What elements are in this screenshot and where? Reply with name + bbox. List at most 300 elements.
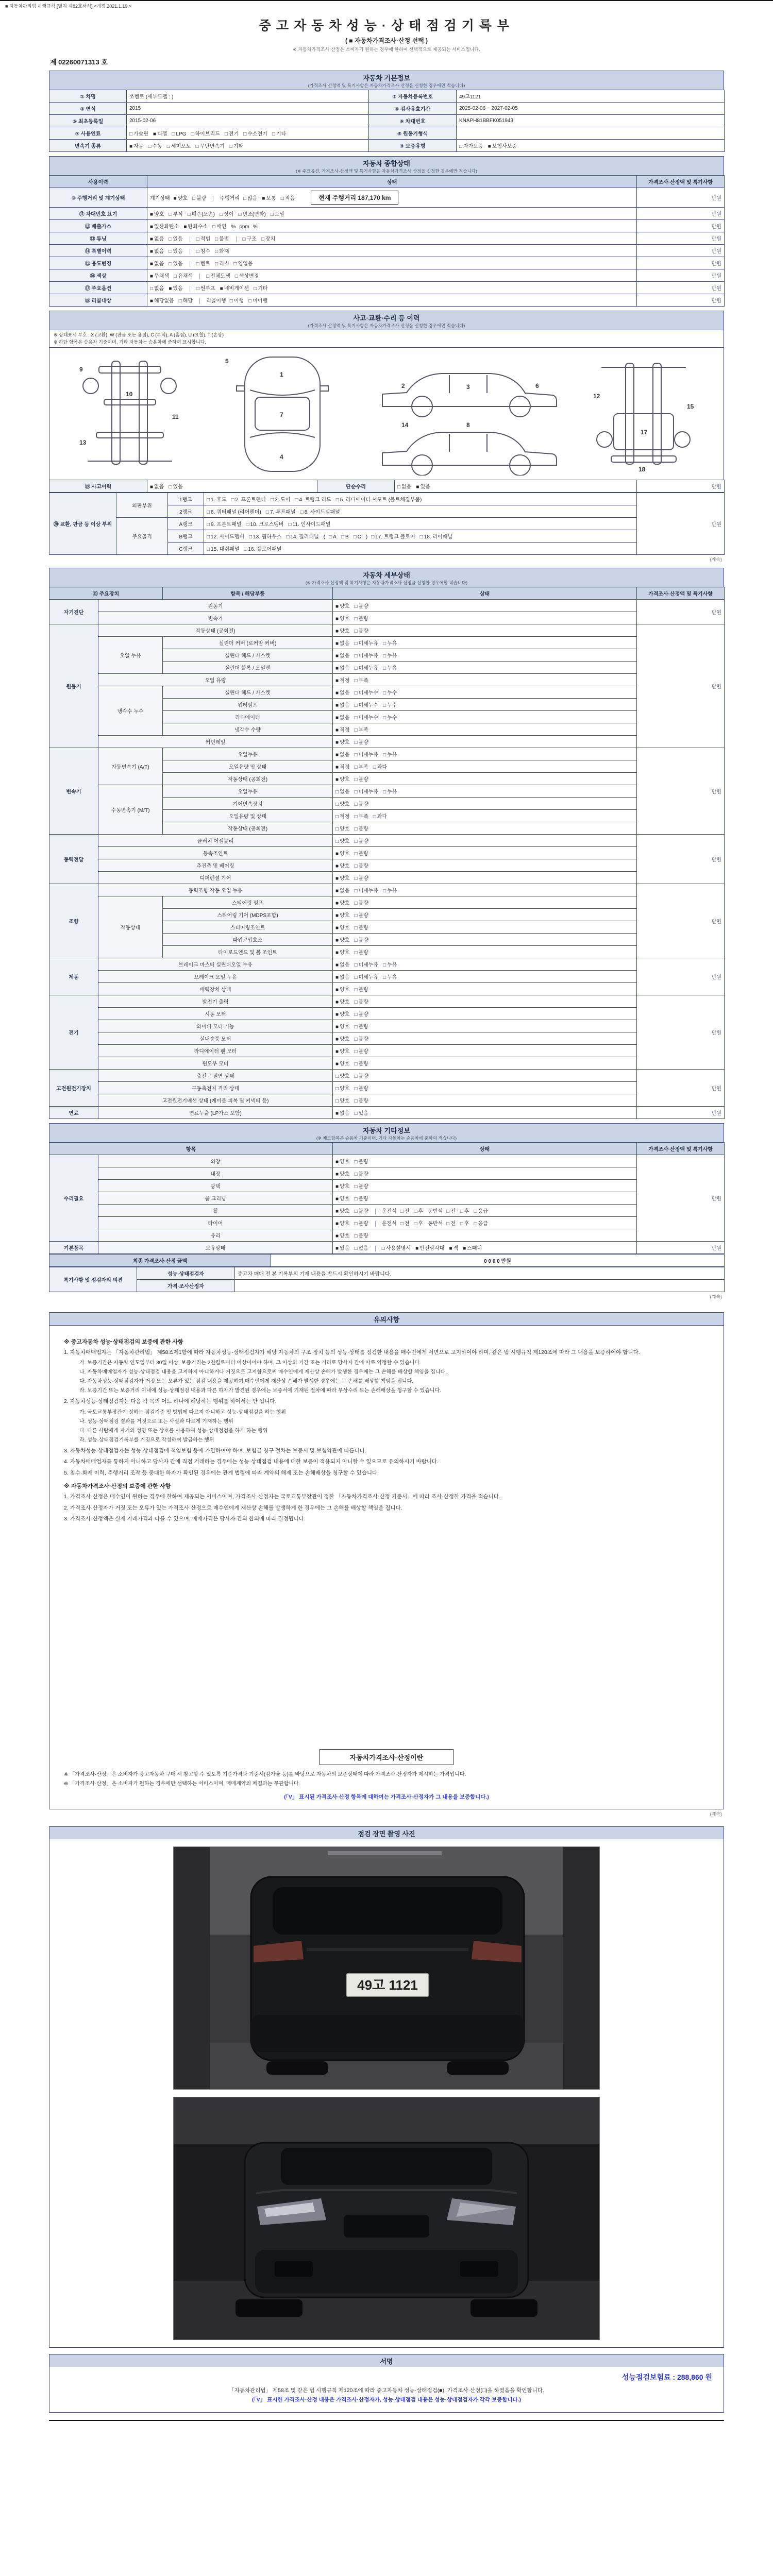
checkbox[interactable] xyxy=(383,639,397,647)
checkbox[interactable] xyxy=(192,194,206,201)
checkbox[interactable] xyxy=(354,923,368,931)
part-number: 12 xyxy=(593,393,600,400)
checkbox-group xyxy=(333,600,637,612)
checkbox[interactable] xyxy=(335,1010,349,1018)
field-label: 성능·상태점검자 xyxy=(137,1267,235,1280)
checkbox[interactable] xyxy=(169,259,182,267)
checkbox[interactable] xyxy=(335,639,349,647)
checkbox[interactable] xyxy=(354,1170,368,1177)
front-wheel-right xyxy=(470,2299,537,2317)
checkbox[interactable] xyxy=(446,1219,456,1227)
checkbox[interactable] xyxy=(335,787,349,795)
checkbox[interactable] xyxy=(449,1244,458,1251)
checkbox-mark: □ xyxy=(300,510,304,515)
checkbox[interactable] xyxy=(196,247,210,255)
checkbox[interactable] xyxy=(335,676,349,684)
checkbox[interactable] xyxy=(335,899,349,906)
checkbox[interactable] xyxy=(335,762,349,770)
checkbox-group xyxy=(333,847,637,859)
checkbox[interactable] xyxy=(206,272,230,279)
checkbox[interactable] xyxy=(329,534,337,540)
subgroup-label: 내장 xyxy=(98,1167,333,1180)
checkbox[interactable] xyxy=(354,936,368,943)
checkbox[interactable] xyxy=(335,861,349,869)
checkbox[interactable] xyxy=(335,1207,349,1214)
checkbox-label: 불량 xyxy=(358,839,368,844)
checkbox[interactable] xyxy=(220,284,249,292)
checkbox-label: 양호 xyxy=(340,999,350,1005)
checkbox[interactable] xyxy=(354,1010,368,1018)
checkbox[interactable] xyxy=(335,1096,349,1104)
checkbox[interactable] xyxy=(254,284,267,292)
checkbox[interactable] xyxy=(354,738,368,745)
checkbox[interactable] xyxy=(474,1207,488,1214)
checkbox-label: 후 xyxy=(464,1221,469,1227)
checkbox[interactable] xyxy=(354,948,368,956)
checkbox-mark: □ xyxy=(354,901,358,906)
checkbox[interactable] xyxy=(335,837,349,844)
checkbox-group xyxy=(333,1107,637,1119)
checkbox[interactable] xyxy=(244,545,281,552)
checkbox[interactable] xyxy=(354,861,368,869)
checkbox[interactable] xyxy=(383,664,397,671)
checkbox[interactable] xyxy=(207,520,241,528)
checkbox[interactable] xyxy=(354,1231,368,1239)
checkbox[interactable] xyxy=(335,614,349,622)
checkbox[interactable] xyxy=(354,787,378,795)
checkbox[interactable] xyxy=(335,1219,349,1227)
column-header: 가격조사·산정액 및 특기사항 xyxy=(637,1143,725,1155)
checkbox[interactable] xyxy=(460,1207,469,1214)
checkbox-label: 양호 xyxy=(340,802,350,807)
checkbox[interactable] xyxy=(150,247,164,255)
checkbox[interactable] xyxy=(354,1084,368,1092)
checkbox[interactable] xyxy=(354,849,368,857)
checkbox[interactable] xyxy=(335,725,349,733)
checkbox[interactable] xyxy=(248,296,267,304)
accident-summary-table xyxy=(49,480,724,493)
checkbox[interactable] xyxy=(354,1096,368,1104)
checkbox[interactable] xyxy=(335,701,349,708)
checkbox[interactable] xyxy=(383,713,397,721)
checkbox[interactable] xyxy=(354,1194,368,1202)
checkbox[interactable] xyxy=(243,194,257,201)
checkbox[interactable] xyxy=(335,602,349,609)
checkbox[interactable] xyxy=(271,210,284,217)
checkbox[interactable] xyxy=(414,1219,423,1227)
checkbox-mark: □ xyxy=(354,1184,358,1190)
checkbox[interactable] xyxy=(335,1022,349,1030)
checkbox[interactable] xyxy=(300,507,340,515)
checkbox[interactable] xyxy=(488,142,517,149)
checkbox[interactable] xyxy=(167,142,191,149)
checkbox[interactable] xyxy=(234,259,253,267)
checkbox[interactable] xyxy=(354,960,378,968)
checkbox-label: 부족 xyxy=(358,678,368,684)
checkbox[interactable] xyxy=(335,960,349,968)
checkbox[interactable] xyxy=(354,664,378,671)
checkbox-mark: ■ xyxy=(335,1184,339,1190)
checkbox[interactable] xyxy=(262,194,276,201)
price-definition-box xyxy=(64,1742,709,1801)
checkbox[interactable] xyxy=(335,1194,349,1202)
checkbox[interactable] xyxy=(354,1182,368,1190)
checkbox[interactable] xyxy=(383,750,397,758)
checkbox-mark: □ xyxy=(383,888,386,894)
checkbox[interactable] xyxy=(335,1157,349,1165)
checkbox[interactable] xyxy=(382,1244,411,1251)
checkbox[interactable] xyxy=(354,651,378,659)
checkbox[interactable] xyxy=(207,545,239,552)
column-header: 가격조사·산정액 및 특기사항 xyxy=(637,176,725,188)
checkbox[interactable] xyxy=(335,997,349,1005)
checkbox-group xyxy=(333,649,637,662)
checkbox[interactable] xyxy=(354,750,378,758)
checkbox[interactable] xyxy=(196,259,210,267)
checkbox[interactable] xyxy=(150,210,164,217)
column-header: 상태 xyxy=(147,176,637,188)
checkbox[interactable] xyxy=(397,482,411,490)
checkbox-mark: ■ xyxy=(169,286,172,292)
checkbox[interactable] xyxy=(416,482,430,490)
checkbox[interactable] xyxy=(169,210,182,217)
checkbox-group xyxy=(395,480,637,493)
checkbox[interactable] xyxy=(371,532,415,540)
checkbox[interactable] xyxy=(335,626,349,634)
checkbox-mark: □ xyxy=(224,131,228,137)
checkbox[interactable] xyxy=(335,688,349,696)
field-label: ⑮ 용도변경 xyxy=(49,257,147,269)
checkbox-label: 불량 xyxy=(358,1049,368,1055)
checkbox[interactable] xyxy=(354,1219,368,1227)
checkbox[interactable] xyxy=(169,482,182,490)
checkbox[interactable] xyxy=(354,713,378,721)
checkbox[interactable] xyxy=(354,1072,368,1079)
checkbox[interactable] xyxy=(238,210,265,217)
checkbox-label: 불량 xyxy=(358,629,368,634)
checkbox[interactable] xyxy=(150,259,164,267)
checkbox-mark: ■ xyxy=(262,196,265,201)
checkbox[interactable] xyxy=(150,296,174,304)
checkbox-label: 불량 xyxy=(358,616,368,622)
checkbox[interactable] xyxy=(220,210,233,217)
checkbox[interactable] xyxy=(235,272,259,279)
checkbox[interactable] xyxy=(335,812,349,820)
checkbox[interactable] xyxy=(335,775,349,783)
checkbox[interactable] xyxy=(354,985,368,993)
notice-line: ※ 중고자동차 성능·상태점검의 보증에 관한 사항 xyxy=(64,1339,183,1345)
subgroup-label: 변속기 xyxy=(98,612,333,624)
checkbox[interactable] xyxy=(354,874,368,882)
checkbox[interactable] xyxy=(383,973,397,980)
checkbox[interactable] xyxy=(354,701,378,708)
checkbox[interactable] xyxy=(335,1244,349,1251)
checkbox[interactable] xyxy=(354,824,368,832)
checkbox[interactable] xyxy=(174,194,188,201)
checkbox-label: 불량 xyxy=(358,1074,368,1079)
checkbox[interactable] xyxy=(383,701,397,708)
checkbox[interactable] xyxy=(335,1109,349,1116)
checkbox-label: 양호 xyxy=(340,938,350,943)
checkbox[interactable] xyxy=(335,973,349,980)
checkbox[interactable] xyxy=(289,520,331,528)
checkbox-mark: ■ xyxy=(335,690,339,696)
checkbox-mark: □ xyxy=(335,1098,339,1104)
checkbox[interactable] xyxy=(383,960,397,968)
checkbox[interactable] xyxy=(335,824,349,832)
checkbox[interactable] xyxy=(341,534,349,540)
checkbox[interactable] xyxy=(207,507,261,515)
checkbox[interactable] xyxy=(150,272,169,279)
checkbox[interactable] xyxy=(179,296,193,304)
checkbox[interactable] xyxy=(354,1109,368,1116)
field-value: 중고차 매매 전 본 기록부의 기재 내용을 반드시 확인하시기 바랍니다. xyxy=(235,1267,725,1280)
checkbox-label: 불량 xyxy=(358,1221,368,1227)
checkbox[interactable] xyxy=(354,1059,368,1067)
subgroup-label: 오일 유량 xyxy=(98,674,333,686)
checkbox[interactable] xyxy=(383,886,397,894)
checkbox[interactable] xyxy=(335,1231,349,1239)
checkbox[interactable] xyxy=(153,129,167,137)
checkbox[interactable] xyxy=(383,651,397,659)
checkbox[interactable] xyxy=(335,948,349,956)
checkbox[interactable] xyxy=(354,725,368,733)
checkbox[interactable] xyxy=(129,142,143,149)
section-title: 서명 xyxy=(380,2358,393,2365)
checkbox[interactable] xyxy=(335,985,349,993)
checkbox[interactable] xyxy=(415,1244,444,1251)
checkbox-mark: □ xyxy=(265,510,269,515)
photo-rear-view xyxy=(174,1847,599,2089)
checkbox-label: 불량 xyxy=(358,1061,368,1067)
checkbox[interactable] xyxy=(354,614,368,622)
checkbox[interactable] xyxy=(191,129,220,137)
checkbox[interactable] xyxy=(335,800,349,807)
checkbox[interactable] xyxy=(354,602,368,609)
notice-line: 나. 자동차매매업자가 성능·상태점검 내용을 고지하지 아니하거나 거짓으로 고지함으로써 매수인에게 재산상 손해가 발생한 경우에는 그 손해를 배상할 책임을 집니다. xyxy=(79,1369,447,1376)
checkbox[interactable] xyxy=(354,639,378,647)
checkbox[interactable] xyxy=(420,532,452,540)
checkbox-group xyxy=(333,1057,637,1070)
inline-label: 리콜이행 xyxy=(206,298,226,304)
checkbox[interactable] xyxy=(230,296,244,304)
section-title: 자동차 종합상태 xyxy=(363,160,410,167)
checkbox[interactable] xyxy=(243,129,267,137)
checkbox-label: 무채색 xyxy=(154,274,170,279)
checkbox[interactable] xyxy=(335,1059,349,1067)
checkbox[interactable] xyxy=(188,210,215,217)
price-cell: 만원 xyxy=(637,480,725,493)
checkbox[interactable] xyxy=(354,534,361,540)
checkbox[interactable] xyxy=(129,129,148,137)
checkbox[interactable] xyxy=(172,131,186,137)
checkbox[interactable] xyxy=(354,1157,368,1165)
checkbox[interactable] xyxy=(266,507,296,515)
checkbox[interactable] xyxy=(354,1022,368,1030)
checkbox[interactable] xyxy=(414,1207,423,1214)
checkbox[interactable] xyxy=(215,259,229,267)
checkbox[interactable] xyxy=(335,923,349,931)
checkbox[interactable] xyxy=(400,1207,410,1214)
checkbox[interactable] xyxy=(354,973,378,980)
checkbox[interactable] xyxy=(150,234,164,242)
checkbox[interactable] xyxy=(335,738,349,745)
checkbox[interactable] xyxy=(354,1035,368,1042)
checkbox[interactable] xyxy=(229,142,243,149)
checkbox-mark: □ xyxy=(206,274,210,279)
checkbox[interactable] xyxy=(281,194,295,201)
checkbox[interactable] xyxy=(215,234,229,242)
checkbox[interactable] xyxy=(335,1047,349,1055)
checkbox[interactable] xyxy=(295,495,331,503)
checkbox[interactable] xyxy=(148,142,162,149)
checkbox-group xyxy=(127,127,369,140)
checkbox[interactable] xyxy=(354,899,368,906)
checkbox-group xyxy=(333,637,637,649)
section-title: 사고·교환·수리 등 이력 xyxy=(353,314,420,322)
checkbox[interactable] xyxy=(286,532,318,540)
checkbox-mark: □ xyxy=(148,144,152,149)
checkbox-label: 누유 xyxy=(387,888,397,894)
checkbox[interactable] xyxy=(354,626,368,634)
checkbox[interactable] xyxy=(354,688,378,696)
checkbox[interactable] xyxy=(150,222,179,230)
checkbox[interactable] xyxy=(373,762,387,770)
group-label: 수리필요 xyxy=(49,1155,98,1242)
checkbox-label: 양호 xyxy=(340,901,350,906)
checkbox[interactable] xyxy=(354,775,368,783)
checkbox-mark: □ xyxy=(207,534,210,540)
price-cell: 만원 xyxy=(637,220,725,232)
checkbox[interactable] xyxy=(169,247,182,255)
field-value xyxy=(235,1280,725,1292)
group-label: ⑳ 교환, 판금 등 이상 부위 xyxy=(49,493,116,555)
checkbox[interactable] xyxy=(354,997,368,1005)
checkbox[interactable] xyxy=(383,787,397,795)
checkbox-mark: □ xyxy=(354,1209,358,1214)
checkbox[interactable] xyxy=(354,1047,368,1055)
checkbox[interactable] xyxy=(354,1207,368,1214)
section-detailed-state xyxy=(49,568,724,1119)
checkbox[interactable] xyxy=(354,886,378,894)
checkbox-label: 사용설명서 xyxy=(385,1246,411,1251)
checkbox[interactable] xyxy=(212,222,226,230)
checkbox[interactable] xyxy=(150,284,164,292)
checkbox[interactable] xyxy=(354,1244,368,1251)
checkbox[interactable] xyxy=(354,837,368,844)
checkbox-label: 3. 도어 xyxy=(275,497,291,503)
checkbox-label: 미세누수 xyxy=(358,690,379,696)
checkbox[interactable] xyxy=(354,676,368,684)
checkbox-mark: □ xyxy=(207,510,210,515)
checkbox-label: 렌트 xyxy=(200,261,211,267)
checkbox[interactable] xyxy=(207,532,244,540)
price-cell: 만원 xyxy=(637,1155,725,1242)
group-label: 조향 xyxy=(49,884,98,958)
checkbox-label: 불량 xyxy=(358,999,368,1005)
checkbox[interactable] xyxy=(261,234,275,242)
checkbox[interactable] xyxy=(335,849,349,857)
checkbox-label: 미세누유 xyxy=(358,752,379,758)
checkbox[interactable] xyxy=(354,762,368,770)
checkbox[interactable] xyxy=(335,664,349,671)
checkbox[interactable] xyxy=(335,1084,349,1092)
checkbox[interactable] xyxy=(463,1244,482,1251)
checkbox[interactable] xyxy=(196,234,210,242)
checkbox[interactable] xyxy=(225,129,239,137)
checkbox[interactable] xyxy=(335,874,349,882)
checkbox-mark: □ xyxy=(354,789,358,795)
checkbox[interactable] xyxy=(460,1219,469,1227)
checkbox[interactable] xyxy=(474,1219,488,1227)
checkbox[interactable] xyxy=(335,886,349,894)
checkbox[interactable] xyxy=(335,1072,349,1079)
checkbox-group xyxy=(333,934,637,946)
checkbox[interactable] xyxy=(207,495,227,503)
subgroup-label: 휠 xyxy=(98,1205,333,1217)
checkbox[interactable] xyxy=(373,812,387,820)
checkbox[interactable] xyxy=(335,936,349,943)
field-label: ⑧ 원동기형식 xyxy=(369,127,457,140)
checkbox-mark: □ xyxy=(354,1074,358,1079)
checkbox-label: 해당없음 xyxy=(154,298,174,304)
checkbox-mark: □ xyxy=(383,703,386,708)
field-label: 단순수리 xyxy=(317,480,395,493)
checkbox[interactable] xyxy=(400,1219,410,1227)
checkbox[interactable] xyxy=(354,812,368,820)
checkbox[interactable] xyxy=(354,911,368,919)
checkbox[interactable] xyxy=(335,713,349,721)
checkbox[interactable] xyxy=(446,1207,456,1214)
checkbox[interactable] xyxy=(335,1170,349,1177)
checkbox[interactable] xyxy=(215,247,229,255)
checkbox[interactable] xyxy=(335,1035,349,1042)
checkbox[interactable] xyxy=(335,750,349,758)
checkbox[interactable] xyxy=(169,234,182,242)
checkbox-mark: □ xyxy=(187,212,191,217)
checkbox[interactable] xyxy=(183,222,208,230)
checkbox[interactable] xyxy=(196,284,215,292)
checkbox[interactable] xyxy=(169,284,182,292)
checkbox-mark: □ xyxy=(129,131,133,137)
field-value: 49고1121 xyxy=(457,90,725,103)
checkbox-mark: ■ xyxy=(335,765,339,770)
checkbox[interactable] xyxy=(354,800,368,807)
checkbox[interactable] xyxy=(335,911,349,919)
checkbox[interactable] xyxy=(246,520,283,528)
checkbox-group xyxy=(147,220,637,232)
page-title: 중고자동차성능·상태점검기록부 xyxy=(258,19,515,33)
checkbox[interactable] xyxy=(174,272,193,279)
subgroup-label: 오일누유 xyxy=(163,785,333,798)
checkbox[interactable] xyxy=(335,1182,349,1190)
checkbox[interactable] xyxy=(335,651,349,659)
checkbox[interactable] xyxy=(336,495,422,503)
checkbox[interactable] xyxy=(383,688,397,696)
checkbox[interactable] xyxy=(150,482,164,490)
checkbox[interactable] xyxy=(243,234,257,242)
checkbox[interactable] xyxy=(271,495,291,503)
checkbox[interactable] xyxy=(195,142,224,149)
checkbox[interactable] xyxy=(249,532,281,540)
subgroup-label: 브레이크 마스터 실린더오일 누유 xyxy=(98,958,333,971)
checkbox[interactable] xyxy=(272,129,286,137)
checkbox[interactable] xyxy=(231,495,266,503)
checkbox-label: 5. 라디에이터 서포트 (볼트체결부품) xyxy=(340,497,422,503)
checkbox[interactable] xyxy=(459,142,483,149)
checkbox-mark: ■ xyxy=(488,144,491,149)
checkbox-label: 양호 xyxy=(340,863,350,869)
